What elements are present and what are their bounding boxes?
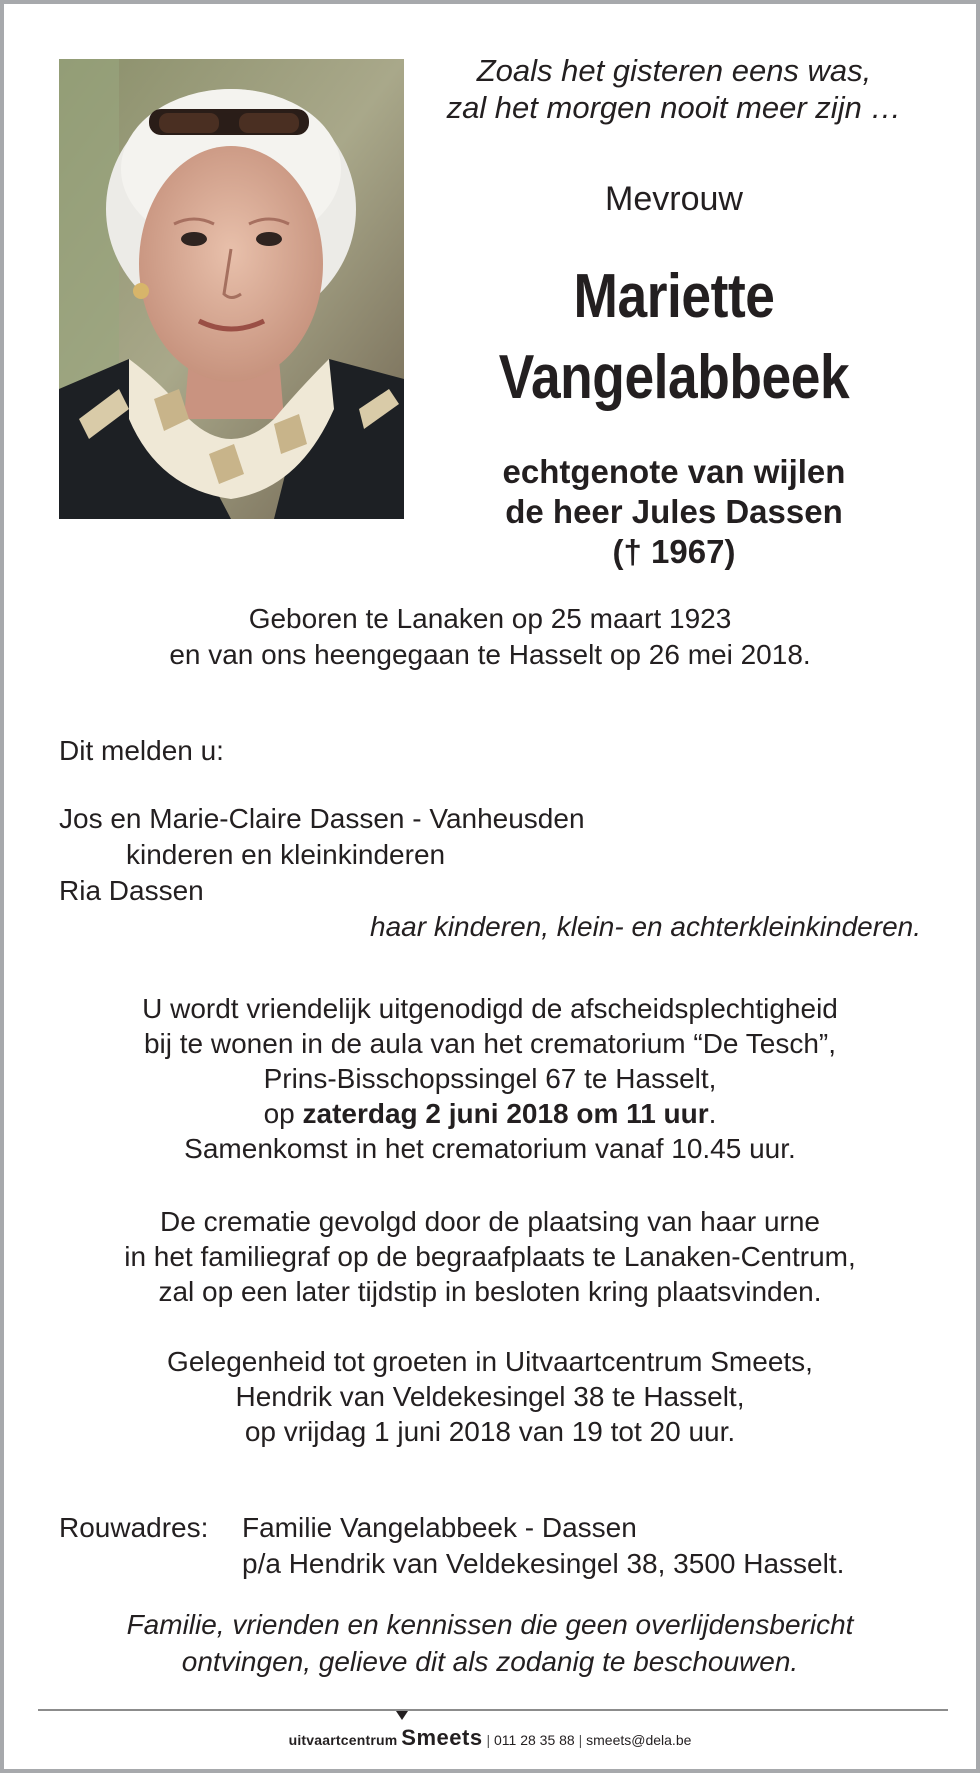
- family-member: Jos en Marie-Claire Dassen - Vanheusden: [59, 803, 585, 834]
- family-member-detail: kinderen en kleinkinderen: [126, 839, 446, 870]
- motto-line: zal het morgen nooit meer zijn …: [446, 90, 902, 125]
- ceremony-datetime: [24, 1096, 956, 1131]
- funeral-home-footer: [4, 1726, 976, 1752]
- birth-line: Geboren te Lanaken op 25 maart 1923: [248, 603, 732, 634]
- spouse-death-year: († 1967): [612, 533, 736, 570]
- birth-death-dates: [24, 601, 956, 673]
- viewing-line: Hendrik van Veldekesingel 38 te Hasselt,: [235, 1381, 745, 1412]
- cremation-line: De crematie gevolgd door de plaatsing van haar urne: [160, 1206, 820, 1237]
- ceremony-line: Samenkomst in het crematorium vanaf 10.45 uur.: [184, 1133, 796, 1164]
- ceremony-details: [24, 991, 956, 1166]
- spouse-line: de heer Jules Dassen: [505, 493, 843, 530]
- brand-prefix: uitvaartcentrum: [288, 1732, 398, 1748]
- notice-line: Familie, vrienden en kennissen die geen overlijdensbericht: [126, 1609, 854, 1640]
- viewing-details: [24, 1344, 956, 1449]
- notice-line: ontvingen, gelieve dit als zodanig te beschouwen.: [181, 1646, 799, 1677]
- email-address: smeets@dela.be: [586, 1732, 692, 1748]
- ceremony-line: Prins-Bisschopssingel 67 te Hasselt,: [263, 1063, 717, 1094]
- ceremony-line: bij te wonen in de aula van het crematorium “De Tesch”,: [143, 1028, 837, 1059]
- ceremony-datetime-prefix: op: [263, 1098, 303, 1129]
- motto-line: Zoals het gisteren eens was,: [476, 53, 872, 88]
- address-street: p/a Hendrik van Veldekesingel 38, 3500 Hasselt.: [242, 1548, 845, 1579]
- announcement-intro: Dit melden u:: [59, 735, 224, 766]
- mourning-address: [59, 1510, 939, 1582]
- phone-number: 011 28 35 88: [493, 1732, 575, 1748]
- address-label: Rouwadres:: [59, 1512, 209, 1543]
- spouse-line: echtgenote van wijlen: [502, 453, 846, 490]
- family-list: [59, 801, 939, 945]
- cremation-details: [24, 1204, 956, 1309]
- ceremony-datetime-bold: zaterdag 2 juni 2018 om 11 uur: [302, 1098, 709, 1129]
- honorific: Mevrouw: [605, 180, 743, 218]
- motto: [404, 52, 944, 126]
- last-name: Vangelabbeek: [498, 343, 850, 412]
- footer-divider: [38, 1709, 948, 1711]
- viewing-line: op vrijdag 1 juni 2018 van 19 tot 20 uur.: [244, 1416, 736, 1447]
- closing-notice: [24, 1606, 956, 1680]
- brand-name: Smeets: [401, 1725, 483, 1750]
- separator: |: [578, 1732, 583, 1748]
- address-row: [59, 1510, 939, 1546]
- ceremony-line: U wordt vriendelijk uitgenodigd de afscheidsplechtigheid: [142, 993, 838, 1024]
- portrait-photo: [59, 59, 404, 519]
- ceremony-datetime-suffix: .: [708, 1098, 717, 1129]
- first-name: Mariette: [573, 262, 775, 331]
- death-line: en van ons heengegaan te Hasselt op 26 mei 2018.: [169, 639, 811, 670]
- address-name: Familie Vangelabbeek - Dassen: [242, 1512, 637, 1543]
- spouse-info: [404, 452, 944, 572]
- family-member: Ria Dassen: [59, 875, 204, 906]
- family-closing: haar kinderen, klein- en achterkleinkinderen.: [370, 911, 921, 942]
- cremation-line: in het familiegraf op de begraafplaats te Lanaken-Centrum,: [124, 1241, 856, 1272]
- separator: |: [486, 1732, 491, 1748]
- viewing-line: Gelegenheid tot groeten in Uitvaartcentrum Smeets,: [167, 1346, 813, 1377]
- portrait-illustration: [59, 59, 404, 519]
- cremation-line: zal op een later tijdstip in besloten kring plaatsvinden.: [158, 1276, 822, 1307]
- triangle-marker-icon: [396, 1711, 408, 1720]
- deceased-name: [442, 256, 906, 418]
